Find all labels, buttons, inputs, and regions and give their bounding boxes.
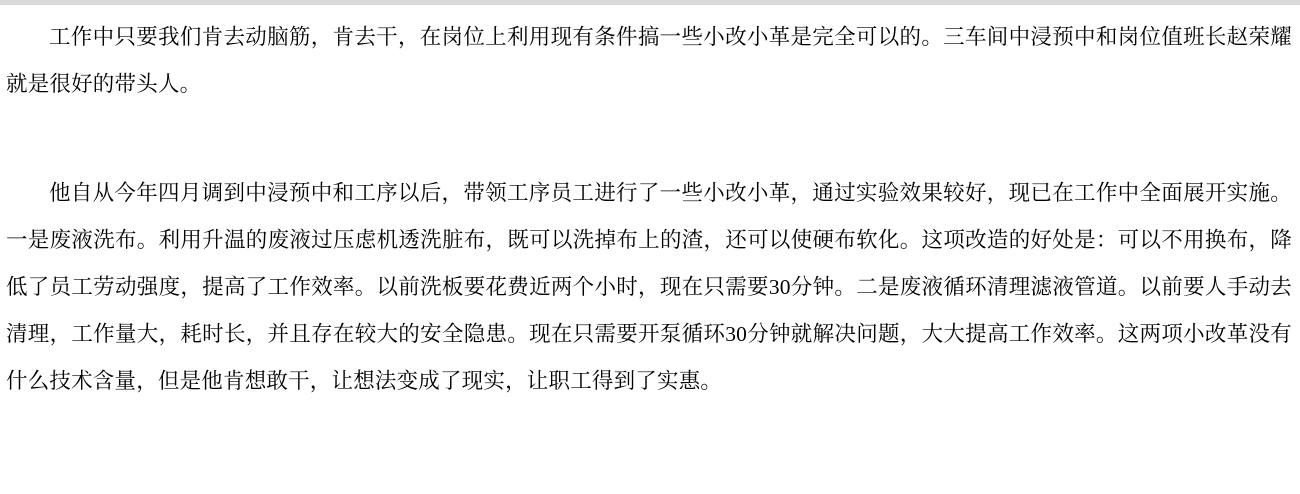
paragraph-1: 工作中只要我们肯去动脑筋，肯去干，在岗位上利用现有条件搞一些小改小革是完全可以的。三车间中浸预中和岗位值班长赵荣耀就是很好的带头人。 (6, 25, 1292, 96)
paragraph-spacer (6, 108, 1292, 170)
document-body (0, 14, 1300, 405)
paragraph-2: 他自从今年四月调到中浸预中和工序以后，带领工序员工进行了一些小改小革，通过实验效果较好，现已在工作中全面展开实施。一是废液洗布。利用升温的废液过压虑机透洗脏布，既可以洗掉布上的渣，还可以使硬布软化。这项改造的好处是：可以不用换布，降低了员工劳动强度，提高了工作效率。以前洗板要花费近两个小时，现在只需要30分钟。二是废液循环清理滤液管道。以前要人手动去清理，工作量大，耗时长，并且存在较大的安全隐患。现在只需要开泵循环30分钟就解决问题，大大提高工作效率。这两项小改革没有什么技术含量，但是他肯想敢干，让想法变成了现实，让职工得到了实惠。 (6, 181, 1292, 393)
page-top-divider (0, 0, 1300, 5)
